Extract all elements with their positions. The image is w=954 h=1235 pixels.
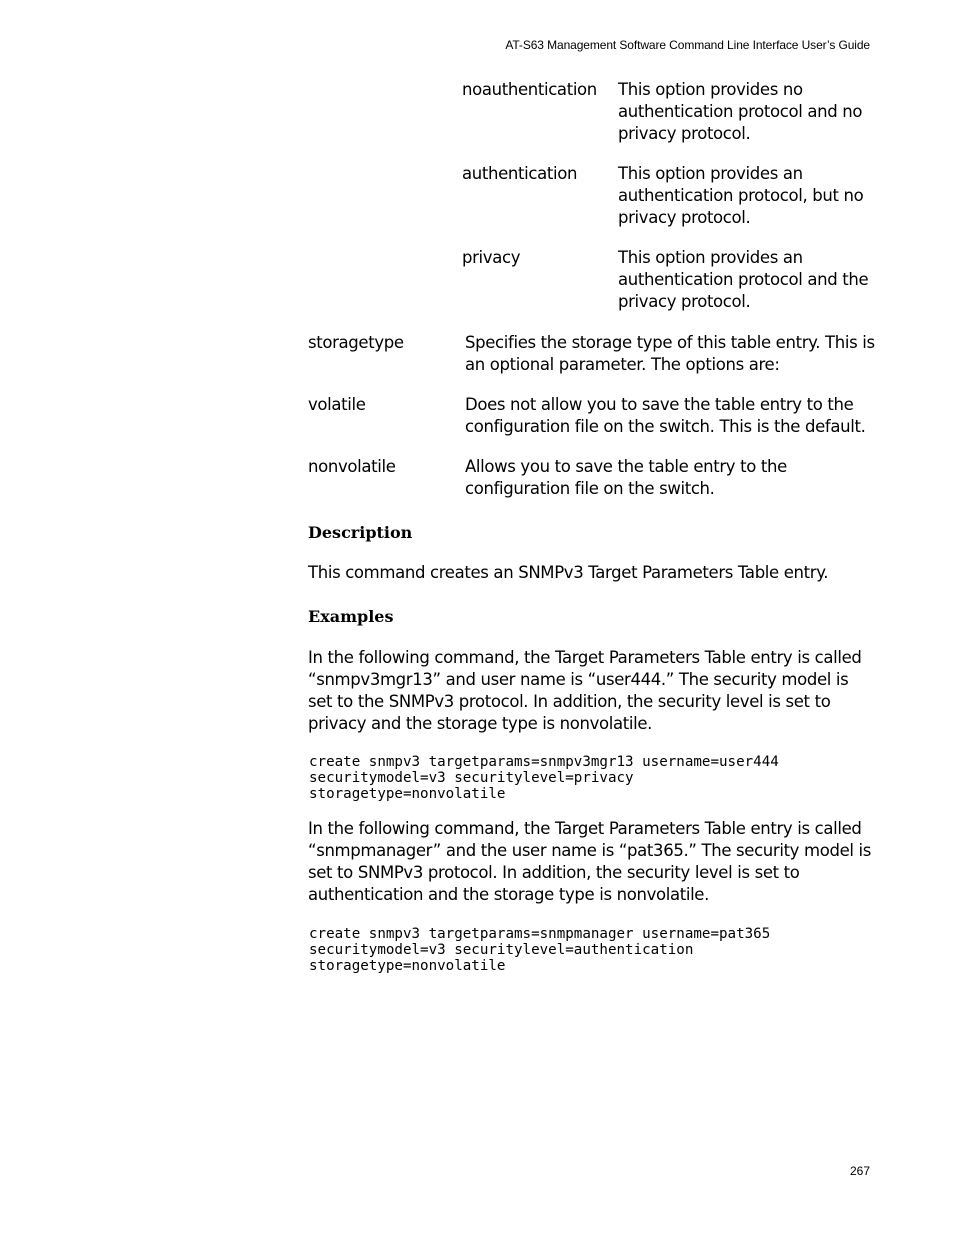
- option-description-privacy: This option provides an authentication protocol and the privacy protocol.: [618, 248, 869, 311]
- parameter-description-nonvolatile: Allows you to save the table entry to the configuration file on the switch.: [465, 457, 787, 498]
- examples-heading: Examples: [308, 607, 394, 626]
- option-name-authentication: authentication: [462, 164, 578, 183]
- option-description-noauthentication: This option provides no authentication protocol and no privacy protocol.: [618, 80, 863, 143]
- example-2-code: create snmpv3 targetparams=snmpmanager username=pat365 securitymodel=v3 securitylevel=authentication storagetype=nonvolatile: [309, 926, 771, 974]
- option-name-noauthentication: noauthentication: [462, 80, 597, 99]
- parameter-name-nonvolatile: nonvolatile: [308, 457, 396, 476]
- description-heading: Description: [308, 523, 413, 542]
- option-description-authentication: This option provides an authentication protocol, but no privacy protocol.: [618, 164, 864, 227]
- parameter-description-volatile: Does not allow you to save the table entry to the configuration file on the switch. This is the default.: [465, 395, 866, 436]
- page-number: 267: [849, 1164, 870, 1178]
- parameter-name-storagetype: storagetype: [308, 333, 404, 352]
- example-1-code: create snmpv3 targetparams=snmpv3mgr13 username=user444 securitymodel=v3 securitylevel=privacy storagetype=nonvolatile: [309, 754, 779, 802]
- option-name-privacy: privacy: [462, 248, 521, 267]
- description-text: This command creates an SNMPv3 Target Parameters Table entry.: [308, 563, 829, 582]
- parameter-name-volatile: volatile: [308, 395, 366, 414]
- example-2-text: In the following command, the Target Parameters Table entry is called “snmpmanager” and the user name is “pat365.” The security model is set to SNMPv3 protocol. In addition, the security level is set to authentication and the storage type is nonvolatile.: [308, 819, 871, 904]
- running-header: AT-S63 Management Software Command Line Interface User’s Guide: [505, 38, 870, 52]
- example-1-text: In the following command, the Target Parameters Table entry is called “snmpv3mgr13” and user name is “user444.” The security model is set to the SNMPv3 protocol. In addition, the security level is set to privacy and the storage type is nonvolatile.: [308, 648, 862, 733]
- parameter-description-storagetype: Specifies the storage type of this table entry. This is an optional parameter. The options are:: [465, 333, 875, 374]
